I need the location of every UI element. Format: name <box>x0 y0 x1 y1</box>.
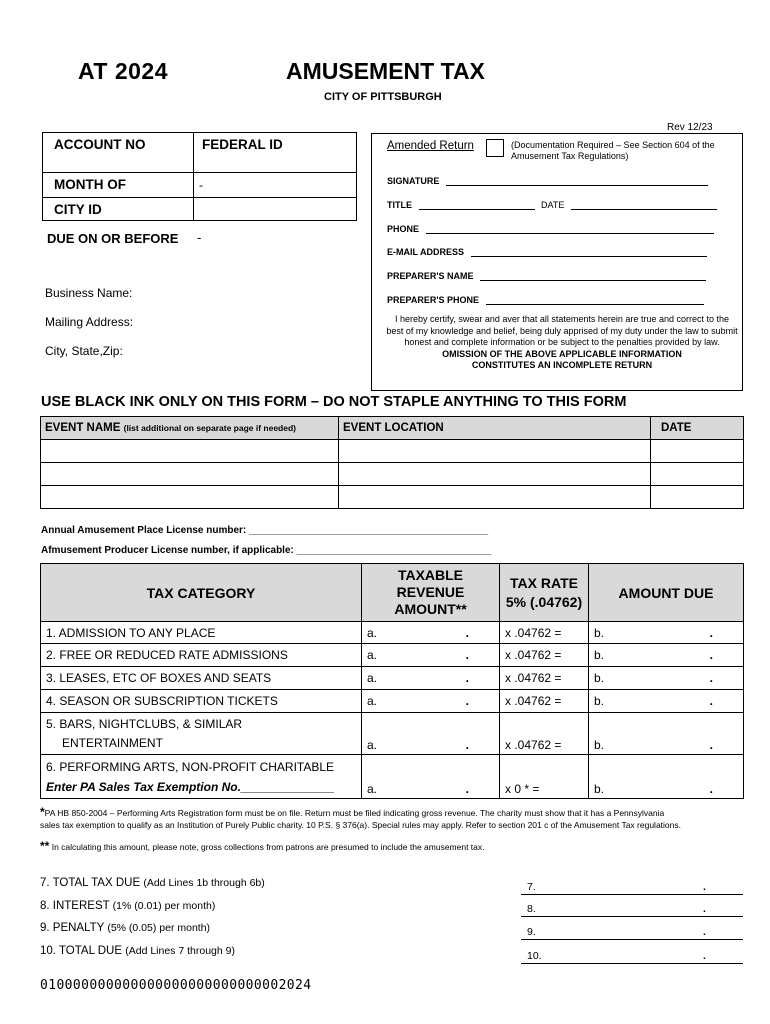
total-due-field[interactable]: 10. . <box>521 947 743 964</box>
preparer-name-row[interactable] <box>387 271 706 281</box>
event-date-cell[interactable] <box>651 463 744 486</box>
revision-label: Rev 12/23 <box>667 122 713 133</box>
table-row <box>41 463 744 486</box>
tax-rate-cell: x .04762 = <box>500 667 589 690</box>
amended-return-checkbox[interactable] <box>486 139 504 157</box>
interest-field[interactable]: 8. . <box>521 900 743 917</box>
amount-due-cell[interactable]: b. . <box>589 667 744 690</box>
table-row <box>41 440 744 463</box>
signature-label: SIGNATURE <box>387 176 440 186</box>
due-date-value: - <box>197 230 202 245</box>
event-name-header: EVENT NAME (list additional on separate page if needed) <box>41 417 339 440</box>
amended-return-label: Amended Return <box>387 140 474 152</box>
title-date-row[interactable] <box>387 200 717 210</box>
tax-rate-cell: x .04762 = <box>500 713 589 755</box>
producer-license-label[interactable]: Afmusement Producer License number, if applicable: ___________________________________ <box>41 545 492 556</box>
table-row <box>41 486 744 509</box>
amount-due-cell[interactable]: b. . <box>589 690 744 713</box>
taxable-amount-cell[interactable]: a. . <box>362 644 500 667</box>
interest-label: 8. INTEREST (1% (0.01) per month) <box>40 900 216 912</box>
tax-category-cell: 4. SEASON OR SUBSCRIPTION TICKETS <box>41 690 362 713</box>
event-name-cell[interactable] <box>41 463 339 486</box>
omission-line1: OMISSION OF THE ABOVE APPLICABLE INFORMATION <box>442 348 682 359</box>
preparer-phone-label: PREPARER'S PHONE <box>387 295 479 305</box>
tax-rate-cell: x .04762 = <box>500 690 589 713</box>
table-row <box>41 622 744 644</box>
taxable-amount-cell[interactable]: a. . <box>362 667 500 690</box>
city-state-zip-label: City, State,Zip: <box>45 344 123 358</box>
taxable-amount-cell[interactable]: a. . <box>362 690 500 713</box>
tax-category-cell: 3. LEASES, ETC OF BOXES AND SEATS <box>41 667 362 690</box>
tax-category-cell: 5. BARS, NIGHTCLUBS, & SIMILAR ENTERTAINMENT <box>41 713 362 755</box>
taxable-amount-cell[interactable]: a. . <box>362 622 500 644</box>
month-of-value[interactable]: - <box>199 178 203 192</box>
certification-statement <box>386 314 738 372</box>
preparer-name-label: PREPARER'S NAME <box>387 271 474 281</box>
preparer-phone-row[interactable] <box>387 295 704 305</box>
month-of-label: MONTH OF <box>54 177 126 192</box>
phone-label: PHONE <box>387 224 420 234</box>
tax-category-cell: 6. PERFORMING ARTS, NON-PROFIT CHARITABLE Enter PA Sales Tax Exemption No.______________ <box>41 755 362 799</box>
table-row <box>41 667 744 690</box>
tax-table <box>40 563 744 799</box>
scan-line-code: 010000000000000000000000000002024 <box>40 978 312 993</box>
tax-rate-cell: x .04762 = <box>500 622 589 644</box>
amount-due-cell[interactable]: b. . <box>589 755 744 799</box>
tax-category-cell: 1. ADMISSION TO ANY PLACE <box>41 622 362 644</box>
amount-due-cell[interactable]: b. . <box>589 713 744 755</box>
total-tax-due-label: 7. TOTAL TAX DUE (Add Lines 1b through 6b) <box>40 877 265 889</box>
event-date-cell[interactable] <box>651 486 744 509</box>
title-label: TITLE <box>387 200 412 210</box>
event-name-cell[interactable] <box>41 486 339 509</box>
amount-due-header: AMOUNT DUE <box>589 564 744 622</box>
sales-tax-exemption-field[interactable]: Enter PA Sales Tax Exemption No.______________ <box>46 779 335 794</box>
taxable-revenue-header: TAXABLE REVENUE AMOUNT** <box>362 564 500 622</box>
email-row[interactable] <box>387 247 707 257</box>
tax-rate-header: TAX RATE 5% (.04762) <box>500 564 589 622</box>
mailing-address-label: Mailing Address: <box>45 315 134 329</box>
table-row <box>41 644 744 667</box>
table-row <box>41 690 744 713</box>
tax-rate-cell: x .04762 = <box>500 644 589 667</box>
event-location-header: EVENT LOCATION <box>339 417 651 440</box>
account-no-label: ACCOUNT NO <box>54 137 146 152</box>
federal-id-label: FEDERAL ID <box>202 137 283 152</box>
footnote-double-star: ** In calculating this amount, please note, gross collections from patrons are presumed to include the amusement tax. <box>40 839 485 853</box>
business-name-label: Business Name: <box>45 286 133 300</box>
certification-box <box>371 133 743 391</box>
total-due-label: 10. TOTAL DUE (Add Lines 7 through 9) <box>40 945 235 957</box>
form-city: CITY OF PITTSBURGH <box>324 91 442 103</box>
tax-rate-cell: x 0 * = <box>500 755 589 799</box>
penalty-label: 9. PENALTY (5% (0.05) per month) <box>40 922 211 934</box>
table-row <box>41 713 744 755</box>
amount-due-cell[interactable]: b. . <box>589 622 744 644</box>
event-name-cell[interactable] <box>41 440 339 463</box>
event-location-cell[interactable] <box>339 440 651 463</box>
taxable-amount-cell[interactable]: a. . <box>362 755 500 799</box>
ink-warning: USE BLACK INK ONLY ON THIS FORM – DO NOT STAPLE ANYTHING TO THIS FORM <box>41 394 627 410</box>
city-id-label: CITY ID <box>54 202 102 217</box>
tax-category-cell: 2. FREE OR REDUCED RATE ADMISSIONS <box>41 644 362 667</box>
place-license-label[interactable]: Annual Amusement Place License number: ___________________________________________ <box>41 525 489 536</box>
penalty-field[interactable]: 9. . <box>521 923 743 940</box>
event-date-header: DATE <box>651 417 744 440</box>
event-date-cell[interactable] <box>651 440 744 463</box>
amount-due-cell[interactable]: b. . <box>589 644 744 667</box>
event-location-cell[interactable] <box>339 486 651 509</box>
email-label: E-MAIL ADDRESS <box>387 247 465 257</box>
signature-row[interactable] <box>387 176 708 186</box>
omission-line2: CONSTITUTES AN INCOMPLETE RETURN <box>471 360 653 370</box>
phone-row[interactable] <box>387 224 714 234</box>
certify-text: I hereby certify, swear and aver that all statements herein are true and correct to the best of my knowledge and belief, being duly apprised of my duty under the law to submit honest and complete information or be subject to the penalties provided by law. <box>386 314 738 347</box>
taxable-amount-cell[interactable]: a. . <box>362 713 500 755</box>
form-title: AMUSEMENT TAX <box>286 58 485 84</box>
due-date-label: DUE ON OR BEFORE <box>47 231 179 246</box>
event-location-cell[interactable] <box>339 463 651 486</box>
city-id-field[interactable] <box>194 198 356 220</box>
events-table <box>40 416 744 509</box>
date-label: DATE <box>541 200 565 210</box>
tax-category-header: TAX CATEGORY <box>41 564 362 622</box>
table-row <box>41 755 744 799</box>
amended-return-note: (Documentation Required – See Section 604 of the Amusement Tax Regulations) <box>511 140 715 161</box>
footnote-star: *PA HB 850-2004 – Performing Arts Registration form must be on file. Return must be filed indicating gross revenue. The charity must show that it has a Pennsylvania sales tax exemption to qualify as an Institution of Purely Public charity. 10 P.S. § 376(a). Special rules may apply. Refer to section 201 c of the Amusement Tax regulations. <box>40 805 681 830</box>
total-tax-due-field[interactable]: 7. . <box>521 878 743 895</box>
form-code: AT 2024 <box>78 58 169 84</box>
account-box <box>42 132 357 221</box>
